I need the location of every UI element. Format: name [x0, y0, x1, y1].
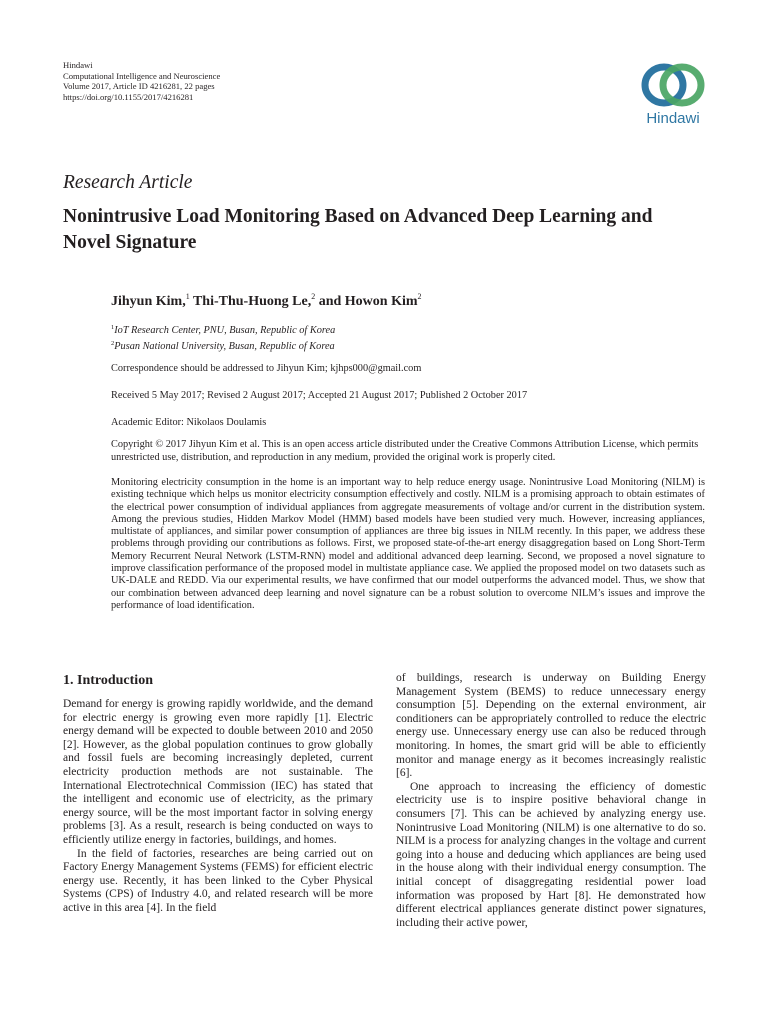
academic-editor: Academic Editor: Nikolaos Doulamis: [111, 417, 267, 428]
publication-dates: Received 5 May 2017; Revised 2 August 2017; Accepted 21 August 2017; Published 2 October 2017: [111, 390, 528, 401]
affiliation-line: [111, 322, 335, 338]
affiliations: [111, 322, 335, 353]
journal-header: [63, 60, 220, 102]
body-paragraph: Demand for energy is growing rapidly worldwide, and the demand for electric energy is growing even more rapidly [1]. Electric energy demand will be expected to double between 2010 and 2050 [2]. However, as the global population continues to grow globally and fossil fuels are becoming increasingly depleted, current electricity production methods are not sustainable. The International Electrotechnical Commission (IEC) has stated that the intelligent and economic use of electricity, as the primary energy source, will be the most important factor in solving energy problems [3]. As a result, research is being conducted on ways to efficiently utilize energy in factories, buildings, and homes.: [63, 698, 373, 846]
affiliation-mark: 1: [185, 292, 190, 301]
author-name: Jihyun Kim,: [111, 294, 186, 309]
publisher-name: Hindawi: [63, 60, 93, 70]
article-title: Nonintrusive Load Monitoring Based on Advanced Deep Learning and Novel Signature: [63, 206, 653, 253]
author-name: Howon Kim: [344, 294, 418, 309]
hindawi-logo: [632, 62, 714, 127]
body-paragraph: One approach to increasing the efficiency of domestic electricity use is to inspire positive behavioral change in consumers [7]. This can be achieved by analyzing energy use. Nonintrusive Load Monitoring (NILM) is one alternative to do so. NILM is a process for analyzing changes in the voltage and current going into a house and deducing which appliances are being used in the house along with their individual energy consumption. The initial concept of disaggregating residential power load information was proposed by Hart [8]. He demonstrated how different electrical appliances generate distinct power signatures, including their active power,: [396, 780, 706, 929]
copyright-notice: Copyright © 2017 Jihyun Kim et al. This is an open access article distributed under the Creative Commons Attribution License, which permits unrestricted use, distribution, and reproduction in any medium, provided the original work is properly cited.: [111, 439, 699, 464]
volume-info: Volume 2017, Article ID 4216281, 22 pages: [63, 81, 215, 92]
affiliation-text: IoT Research Center, PNU, Busan, Republic of Korea: [114, 325, 336, 336]
correspondence: Correspondence should be addressed to Jihyun Kim; kjhps000@gmail.com: [111, 363, 422, 374]
hindawi-rings-icon: [635, 62, 711, 108]
body-paragraph: In the field of factories, researches are being carried out on Factory Energy Management Systems (FEMS) for efficient electric energy use. Recently, it has been linked to the Cyber Physical Systems (CPS) of Industry 4.0, and related research will be more active in this area [4]. In the field: [63, 847, 373, 914]
journal-name: Computational Intelligence and Neuroscience: [63, 70, 221, 81]
logo-text: Hindawi: [646, 110, 700, 127]
doi-link[interactable]: https://doi.org/10.1155/2017/4216281: [63, 91, 194, 102]
right-column: [396, 672, 706, 930]
author-separator: and: [318, 294, 342, 309]
section-title: 1. Introduction: [63, 673, 153, 688]
affiliation-number: 1: [111, 324, 115, 331]
affiliation-mark: 2: [311, 292, 316, 301]
affiliation-text: Pusan National University, Busan, Republic of Korea: [114, 340, 335, 352]
affiliation-line: [111, 338, 335, 354]
affiliation-number: 2: [111, 339, 115, 347]
affiliation-mark: 2: [417, 292, 422, 301]
author-list: [111, 292, 422, 310]
author-name: Thi-Thu-Huong Le,: [192, 294, 312, 309]
left-column: [63, 672, 373, 916]
article-kind: Research Article: [63, 172, 193, 193]
body-paragraph: of buildings, research is underway on Building Energy Management System (BEMS) to reduce unnecessary energy consumption [5]. Depending on the external environment, air conditioners can be appropriately controlled to reduce the electric energy use. Unnecessary energy use can also be reduced through monitoring. In homes, the smart grid will be able to efficiently monitor and manage energy as it becomes increasingly realistic [6].: [396, 672, 706, 780]
abstract: Monitoring electricity consumption in the home is an important way to help reduce energy usage. Nonintrusive Load Monitoring (NILM) is existing technique which helps us monitor electricity consumption effectively and costly. NILM is a promising approach to obtain estimates of the electrical power consumption of individual appliances from aggregate measurements of voltage and/or current in the distribution system. Among the previous studies, Hidden Markov Model (HMM) based models have been studied very much. However, increasing appliances, multistate of appliances, and similar power consumption of appliances are three big issues in NILM recently. In this paper, we address these problems through providing our contributions as follows. First, we proposed state-of-the-art energy disaggregation based on Long Short-Term Memory Recurrent Neural Network (LSTM-RNN) model and additional advanced deep learning. Second, we proposed a novel signature to improve classification performance of the proposed model in multistate appliance case. We applied the proposed model on two datasets such as UK-DALE and REDD. Via our experimental results, we have confirmed that our model outperforms the advanced model. Thus, we show that our combination between advanced deep learning and novel signature can be a robust solution to overcome NILM’s issues and improve the performance of load identification.: [111, 477, 705, 611]
